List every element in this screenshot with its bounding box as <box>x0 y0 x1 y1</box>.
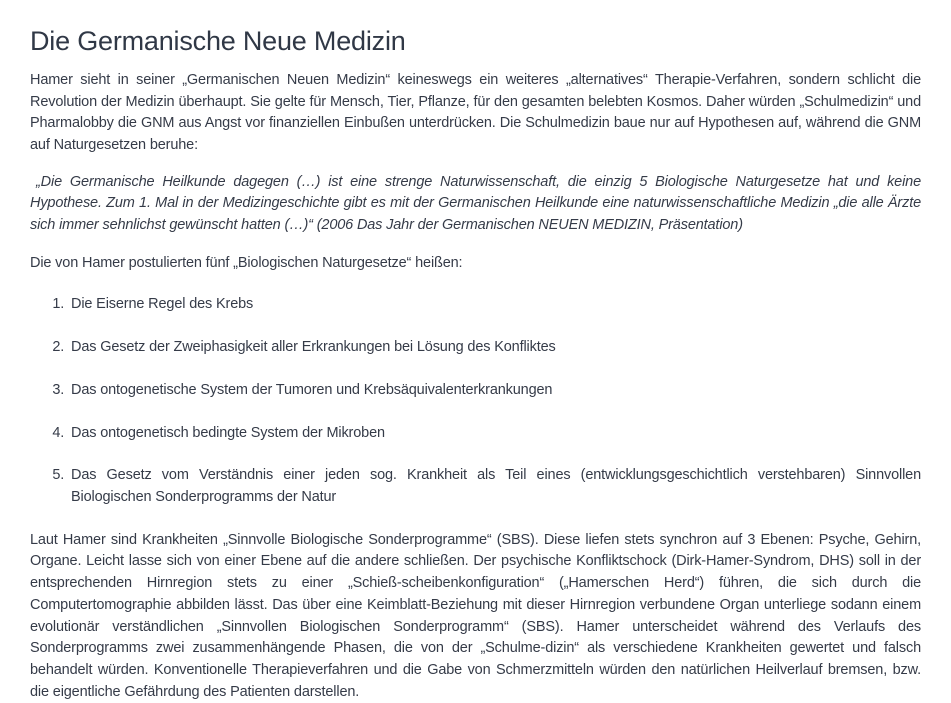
summary-paragraph: Laut Hamer sind Krankheiten „Sinnvolle Biologische Sonderprogramme“ (SBS). Diese liefen stets synchron auf 3 Ebenen: Psyche, Gehirn, Organe. Leicht lasse sich von einer Ebene auf die andere schließen. Der psychische Konfliktschock (Dirk-Hamer-Syndrom, DHS) soll in der entsprechenden Hirnregion stets zu einer „Schieß-scheibenkonfiguration“ („Hamerschen Herd“) führen, die sich durch die Computertomographie abbilden lässt. Das über eine Keimblatt-Beziehung mit dieser Hirnregion verbundene Organ unterliege sodann einem evolutionär verständlichen „Sinnvollen Biologischen Sonderprogramm“ (SBS). Hamer unterscheidet während des Verlaufs des Sonderprogramms zwei zusammenhängende Phasen, die von der „Schulme-dizin“ als verschiedene Krankheiten gewertet und falsch behandelt würden. Konventionelle Therapieverfahren und die Gabe von Schmerzmitteln würden den natürlichen Heilverlauf bremsen, bzw. die eigentliche Gefährdung des Patienten darstellen. <box>30 531 921 700</box>
law-item-4: 4. Das ontogenetisch bedingte System der Mikroben <box>68 423 921 445</box>
intro-paragraph: Hamer sieht in seiner „Germanischen Neuen Medizin“ keineswegs ein weiteres „alternatives“ Therapie-Verfahren, sondern schlicht die Revolution der Medizin überhaupt. Sie gelte für Mensch, Tier, Pflanze, für den gesamten belebten Kosmos. Daher würden „Schulmedizin“ und Pharmalobby die GNM aus Angst vor finanziellen Einbußen unterdrücken. Die Schulmedizin baue nur auf Hypothesen auf, während die GNM auf Naturgesetzen beruhe: <box>30 71 921 153</box>
law-item-5: 5. Das Gesetz vom Verständnis einer jeden sog. Krankheit als Teil eines (entwicklungsgeschichtlich verstehbaren) Sinnvollen Biologischen Sonderprogramms der Natur <box>68 465 921 508</box>
law-item-3: 3. Das ontogenetische System der Tumoren und Krebsäquivalenterkrankungen <box>68 380 921 402</box>
page-title: Die Germanische Neue Medizin <box>30 26 406 56</box>
law-item-2: 2. Das Gesetz der Zweiphasigkeit aller Erkrankungen bei Lösung des Konfliktes <box>68 337 921 359</box>
laws-list <box>30 294 921 508</box>
law-item-1: 1. Die Eiserne Regel des Krebs <box>68 294 921 316</box>
list-intro: Die von Hamer postulierten fünf „Biologischen Naturgesetze“ heißen: <box>30 254 463 271</box>
quote-paragraph: „Die Germanische Heilkunde dagegen (…) ist eine strenge Naturwissenschaft, die einzig 5 Biologische Naturgesetze hat und keine Hypothese. Zum 1. Mal in der Medizingeschichte gibt es mit der Germanischen Heilkunde eine naturwissenschaftliche Medizin „die alle Ärzte sich immer sehnlichst gewünscht hatten (…)“ (2006 Das Jahr der Germanischen NEUEN MEDIZIN, Präsentation) <box>30 173 921 234</box>
